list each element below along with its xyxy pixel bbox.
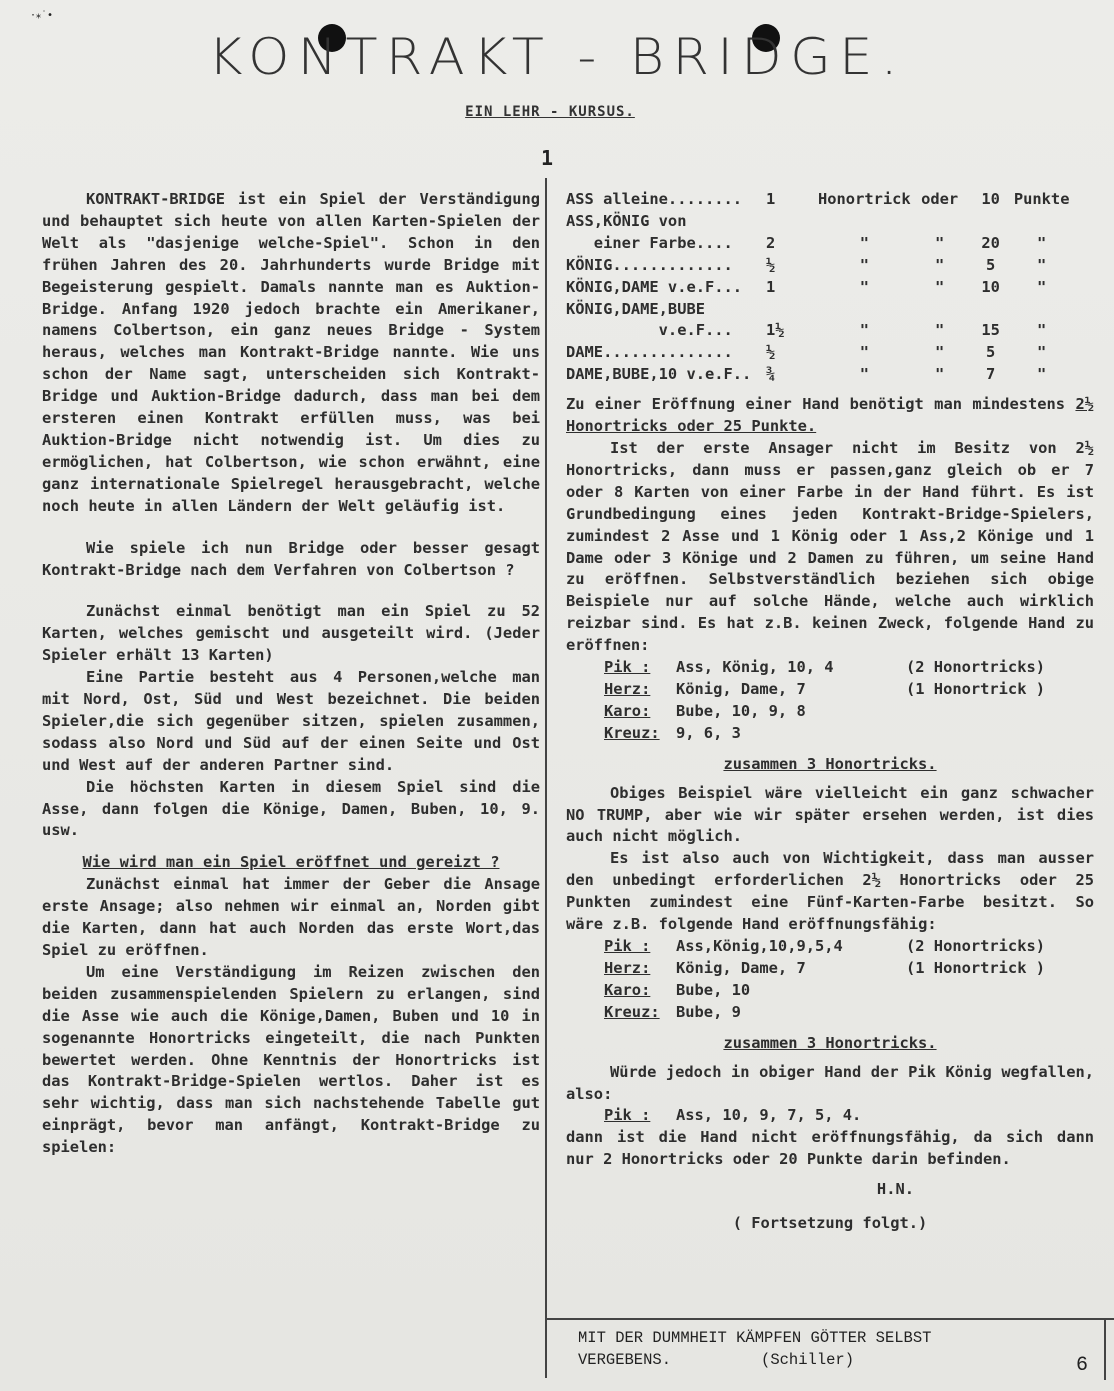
hand-cards: König, Dame, 7 <box>676 958 806 977</box>
hand-suit: Herz: <box>604 679 651 698</box>
honor-table-cell: 1 <box>766 190 776 208</box>
honor-table-cell: " <box>1037 365 1047 384</box>
hand-1-total-text: zusammen 3 Honortricks. <box>723 754 937 773</box>
honor-table-cell: 7 <box>986 365 996 384</box>
honor-table-cell <box>969 211 1013 233</box>
hand-cards: Ass,König,10,9,5,4 <box>676 937 843 955</box>
honor-table-cell: ASS,KÖNIG von <box>566 211 687 230</box>
honor-table-cell: 2 <box>766 233 776 252</box>
hand-suit: Karo: <box>604 701 651 720</box>
honor-table-row <box>566 233 1071 255</box>
quote-line-1: MIT DER DUMMHEIT KÄMPFEN GÖTTER SELBST <box>578 1329 932 1347</box>
ink-specks: ·⁎˙• <box>30 10 54 21</box>
honor-table-cell: oder <box>921 190 959 208</box>
dealer-paragraph: Zunächst einmal hat immer der Geber die Ansage erste Ansage; also nehmen wir einmal an, Norden gibt die Karten, dann hat auch Norden das erste Wort,das Spiel zu eröffnen. <box>42 875 540 959</box>
honor-table-cell <box>911 299 969 321</box>
page-title: KONTRAKT - BRIDGE. <box>208 28 906 86</box>
honor-table-cell: 5 <box>986 343 996 362</box>
honor-table-cell: einer Farbe.... <box>566 233 733 252</box>
hand-suit: Pik : <box>604 658 651 677</box>
page-subtitle: EIN LEHR - KURSUS. <box>465 104 635 120</box>
honor-table-cell: " <box>1037 277 1047 296</box>
honor-table-cell: 10 <box>981 190 1000 208</box>
hand-row <box>604 657 1045 679</box>
hand-note: (2 Honortricks) <box>906 658 1045 677</box>
honor-table-cell: ½ <box>766 255 776 274</box>
hand-suit: Karo: <box>604 980 651 999</box>
hand-1-total <box>566 753 1094 775</box>
honor-table-cell <box>818 299 911 321</box>
opening-requirement <box>566 394 1094 438</box>
honor-table-cell: ½ <box>766 343 776 362</box>
not-openable-paragraph: dann ist die Hand nicht eröffnungsfähig, da sich dann nur 2 Honortricks oder 20 Punkte darin befinden. <box>566 1128 1094 1169</box>
honor-table-cell: v.e.F... <box>566 321 733 340</box>
quote-author: (Schiller) <box>761 1351 855 1369</box>
honor-table-cell: " <box>859 255 869 274</box>
honor-table-row <box>566 299 1071 321</box>
honor-table-cell: " <box>859 277 869 296</box>
honor-table-cell: Punkte <box>1013 190 1070 208</box>
honor-table-cell: " <box>1037 343 1047 362</box>
hand-note <box>906 1002 1045 1024</box>
hand-2-total-text: zusammen 3 Honortricks. <box>723 1033 937 1052</box>
ranking-paragraph: Die höchsten Karten in diesem Spiel sind die Asse, dann folgen die Könige, Damen, Buben, 10, 9. usw. <box>42 777 540 840</box>
hand-row <box>604 679 1045 701</box>
honor-table-cell: " <box>859 233 869 252</box>
honortricks-paragraph: Um eine Verständigung im Reizen zwischen den beiden zusammenspielenden Spielern zu erlangen, sind die Asse wie auch die Könige,Damen, Buben und 10 in sogenannte Honortricks eingeteilt, die nach Punkten bewertet werden. Ohne Kenntnis der Honortricks ist das Kontrakt-Bridge-Spielen wertlos. Daher ist es sehr wichtig, dass man sich nachstehende Tabelle gut einprägt, bevor man anfängt, Kontrakt-Bridge zu spielen: <box>42 962 540 1157</box>
honor-table-cell <box>766 211 818 233</box>
quote-line-2 <box>578 1349 1078 1371</box>
quote-line-2-text: VERGEBENS. <box>578 1351 672 1369</box>
honor-table-cell: " <box>1037 233 1047 252</box>
intro-paragraph: KONTRAKT-BRIDGE ist ein Spiel der Verständigung und behauptet sich heute von allen Karten-Spielen der Welt als "dasjenige welche-Spiel". Schon in den frühen Jahren des 20. Jahrhunderts wurde Bridge mit Begeisterung gespielt. Damals nannte man es Auktion-Bridge. Anfang 1920 jedoch brachte ein Amerikaner, namens Colbertson, ein ganz neues Bridge - System heraus, welches man Kontrakt-Bridge nannte. Wie uns schon der Name sagt, unterscheiden sich Kontrakt-Bridge und Auktion-Bridge dadurch, dass man bei dem ersteren einen Kontrakt erfüllen muss, was bei Auktion-Bridge nicht notwendig ist. Um dies zu ermöglichen, hat Colbertson, wie schon erwähnt, eine ganz internationale Spielregel herausgebracht, welche noch heute in allen Ländern der Welt geläufig ist. <box>42 190 540 515</box>
honor-table-cell: " <box>935 277 945 296</box>
hand-row <box>604 958 1045 980</box>
hand-cards: Bube, 9 <box>676 1002 741 1021</box>
honor-table-row <box>566 255 1071 277</box>
hand-note <box>906 723 1045 745</box>
honor-table-cell: " <box>935 343 945 362</box>
honor-table-cell: " <box>935 321 945 340</box>
honor-table-row <box>566 364 1071 386</box>
honor-table-row <box>566 277 1071 299</box>
hand-note <box>906 701 1045 723</box>
honor-table-row <box>566 320 1071 342</box>
honor-table-cell <box>1013 299 1071 321</box>
honor-table-cell <box>818 211 911 233</box>
hand-row <box>604 936 1045 958</box>
pik-suit-label: Pik : <box>604 1106 651 1125</box>
honor-table-cell: 1½ <box>766 321 785 340</box>
hand-cards: König, Dame, 7 <box>676 679 806 698</box>
left-column <box>42 189 540 1159</box>
honor-table-cell: 15 <box>981 321 1000 340</box>
honor-table-cell: ASS alleine........ <box>566 190 743 208</box>
continuation-note: ( Fortsetzung folgt.) <box>732 1214 928 1233</box>
hand-suit: Pik : <box>604 937 651 955</box>
honor-table-cell: DAME.............. <box>566 343 733 362</box>
honor-table-cell: " <box>1037 321 1047 340</box>
hand-row <box>604 980 1045 1002</box>
footer-quote <box>578 1327 1078 1371</box>
footer-right-rule <box>1104 1318 1106 1380</box>
honor-table-cell: " <box>859 343 869 362</box>
hand-note: (2 Honortricks) <box>906 937 1045 955</box>
honor-table-cell: 20 <box>981 233 1000 252</box>
cards-paragraph: Zunächst einmal benötigt man ein Spiel zu 52 Karten, welches gemischt und ausgeteilt wird. (Jeder Spieler erhält 13 Karten) <box>42 602 540 665</box>
hand-row <box>604 701 1045 723</box>
honor-table-cell: " <box>935 255 945 274</box>
honor-table-cell: " <box>859 321 869 340</box>
honor-table-cell: ¾ <box>766 365 776 384</box>
pass-paragraph: Ist der erste Ansager nicht im Besitz von 2½ Honortricks, dann muss er passen,ganz gleich ob er 7 oder 8 Karten von einer Farbe in der Hand führt. Es ist Grundbedingung eines jeden Kontrakt-Bridge-Spielers, zumindest 2 Asse und 1 König oder 1 Ass,2 Könige und 1 Dame oder 3 Könige und 2 Damen zu führen, um seine Hand zu eröffnen. Selbstverständlich beziehen sich obige Beispiele nur auf solche Hände, welche auch wirklich reizbar sind. Es hat z.B. keinen Zweck, folgende Hand zu eröffnen: <box>566 438 1094 655</box>
hand-cards: Bube, 10, 9, 8 <box>676 701 806 720</box>
section-heading: Wie wird man ein Spiel eröffnet und gereizt ? <box>82 853 500 872</box>
hand-suit: Kreuz: <box>604 723 660 742</box>
honor-table-row <box>566 189 1071 211</box>
hand-suit: Herz: <box>604 958 651 977</box>
hand-cards: Ass, König, 10, 4 <box>676 658 834 677</box>
hand-cards: Bube, 10 <box>676 980 751 999</box>
honor-table-row <box>566 211 1071 233</box>
opening-minimum: 2½ Honortricks oder 25 Punkte. <box>566 395 1094 436</box>
honor-table-cell <box>969 299 1013 321</box>
column-divider <box>545 178 547 1378</box>
honor-table-cell: 10 <box>981 277 1000 296</box>
honor-table-cell: KÖNIG............. <box>566 255 733 274</box>
hand-note: (1 Honortrick ) <box>906 679 1045 698</box>
question-paragraph: Wie spiele ich nun Bridge oder besser gesagt Kontrakt-Bridge nach dem Verfahren von Colbertson ? <box>42 538 540 579</box>
hand-row <box>604 1002 1045 1024</box>
honor-table-cell: " <box>935 233 945 252</box>
honor-table-cell <box>1013 211 1071 233</box>
players-paragraph: Eine Partie besteht aus 4 Personen,welche man mit Nord, Ost, Süd und West bezeichnet. Die beiden Spieler,die sich gegenüber sitzen, spielen zusammen, sodass also Nord und Süd auf der einen Seite und Ost und West auf der anderen Partner sind. <box>42 668 540 774</box>
honor-table-cell: " <box>859 365 869 384</box>
no-trump-paragraph: Obiges Beispiel wäre vielleicht ein ganz schwacher NO TRUMP, aber wie wir später ersehen werden, ist dies auch nicht möglich. <box>566 783 1094 846</box>
honor-table-cell: KÖNIG,DAME v.e.F... <box>566 277 743 296</box>
hand-2-total <box>566 1032 1094 1054</box>
page-number: 1 <box>541 146 554 170</box>
honor-table-cell: KÖNIG,DAME,BUBE <box>566 299 705 318</box>
honor-table-cell <box>766 299 818 321</box>
honor-table-cell: 5 <box>986 255 996 274</box>
honor-table-cell: 1 <box>766 277 776 296</box>
without-king-paragraph: Würde jedoch in obiger Hand der Pik König wegfallen, also: <box>566 1062 1094 1103</box>
hand-note <box>906 980 1045 1002</box>
honor-table-cell: Honortrick <box>818 190 911 208</box>
example-hand-1 <box>604 657 1045 745</box>
honor-table-row <box>566 342 1071 364</box>
five-card-paragraph: Es ist also auch von Wichtigkeit, dass man ausser den unbedingt erforderlichen 2½ Honortricks oder 25 Punkten zumindest eine Fünf-Karten-Farbe besitzt. So wäre z.B. folgende Hand eröffnungsfähig: <box>566 849 1094 934</box>
footer-divider <box>546 1318 1114 1320</box>
honor-table <box>566 189 1071 386</box>
honor-table-cell: " <box>935 365 945 384</box>
sheet-number: 6 <box>1076 1354 1089 1377</box>
right-column <box>566 189 1094 1235</box>
opening-text: Zu einer Eröffnung einer Hand benötigt man mindestens <box>566 395 1076 414</box>
example-hand-2 <box>604 936 1045 1024</box>
hand-suit: Kreuz: <box>604 1002 660 1021</box>
honor-table-cell <box>911 211 969 233</box>
hand-note: (1 Honortrick ) <box>906 958 1045 977</box>
honor-table-cell: " <box>1037 255 1047 274</box>
pik-example <box>566 1105 1094 1127</box>
author-initials: H.N. <box>876 1180 914 1199</box>
hand-row <box>604 723 1045 745</box>
honor-table-cell: DAME,BUBE,10 v.e.F.. <box>566 365 752 384</box>
hand-cards: 9, 6, 3 <box>676 723 741 742</box>
pik-cards: Ass, 10, 9, 7, 5, 4. <box>676 1106 862 1125</box>
